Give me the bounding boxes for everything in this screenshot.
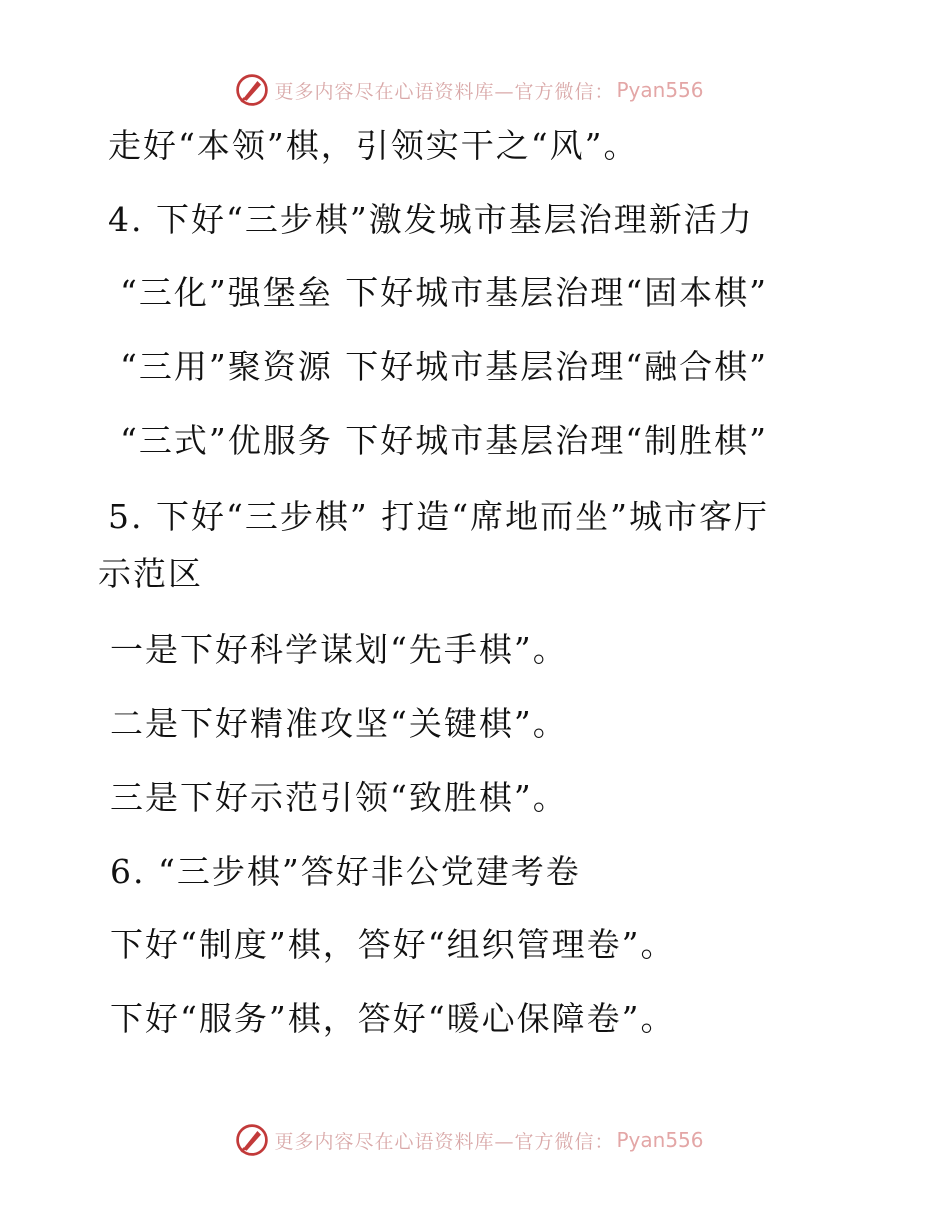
body-line-8: 一是下好科学谋划“先手棋”。 <box>110 630 568 669</box>
body-line-3: “三化”强堡垒 下好城市基层治理“固本棋” <box>120 273 768 312</box>
body-line-5: “三式”优服务 下好城市基层治理“制胜棋” <box>120 421 768 460</box>
footer-wechat-id: Pyan556 <box>616 1128 704 1152</box>
body-line-13: 下好“服务”棋，答好“暖心保障卷”。 <box>110 999 676 1038</box>
header-banner-text: 更多内容尽在心语资料库—官方微信： <box>274 80 615 103</box>
quill-pen-logo-icon <box>234 1122 270 1158</box>
quill-pen-logo-icon <box>234 72 270 108</box>
header-banner <box>0 70 950 110</box>
body-line-10: 三是下好示范引领“致胜棋”。 <box>110 778 568 817</box>
body-line-12: 下好“制度”棋，答好“组织管理卷”。 <box>110 925 676 964</box>
footer-banner <box>0 1120 950 1160</box>
section-heading-5: 5. 下好“三步棋” 打造“席地而坐”城市客厅 <box>108 497 769 536</box>
section-heading-6: 6. “三步棋”答好非公党建考卷 <box>110 852 581 891</box>
body-line-9: 二是下好精准攻坚“关键棋”。 <box>110 704 568 743</box>
body-line-4: “三用”聚资源 下好城市基层治理“融合棋” <box>120 347 768 386</box>
section-heading-4: 4. 下好“三步棋”激发城市基层治理新活力 <box>108 200 754 239</box>
section-heading-5-continued: 示范区 <box>98 554 203 593</box>
footer-banner-text: 更多内容尽在心语资料库—官方微信： <box>274 1130 615 1153</box>
body-line-1: 走好“本领”棋，引领实干之“风”。 <box>108 126 639 165</box>
header-wechat-id: Pyan556 <box>616 78 704 102</box>
